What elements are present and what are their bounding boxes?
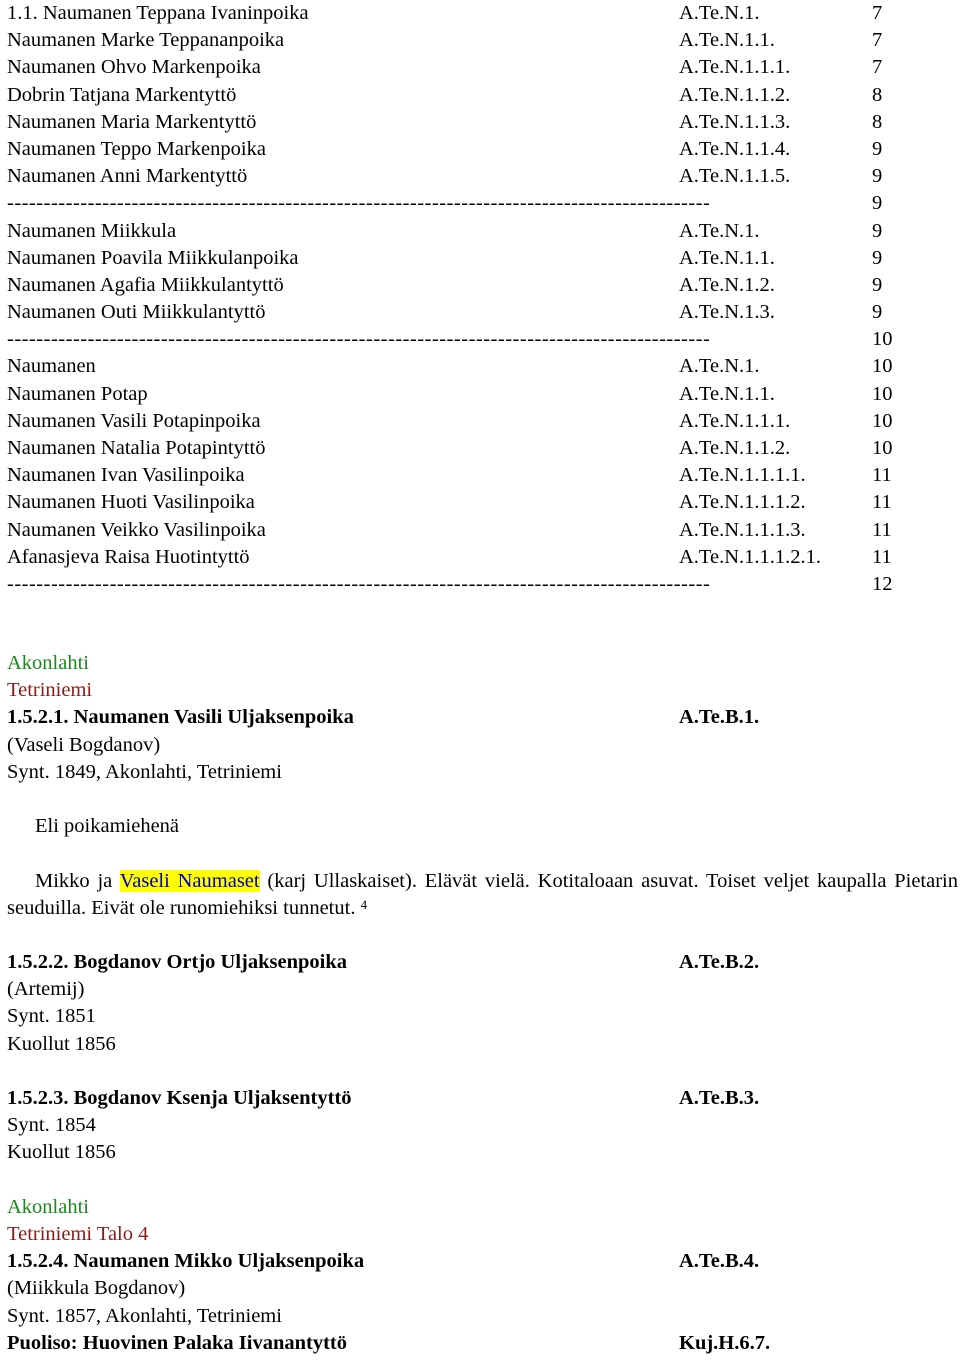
toc-entry-name: Afanasjeva Raisa Huotintyttö xyxy=(7,545,250,568)
toc-page-number: 12 xyxy=(872,572,893,595)
toc-row xyxy=(7,353,960,380)
toc-row xyxy=(7,218,960,245)
toc-page-number: 9 xyxy=(872,273,883,296)
toc-entry-code: A.Te.N.1.1.1. xyxy=(679,56,791,79)
person-name: 1.5.2.2. Bogdanov Ortjo Uljaksenpoika xyxy=(7,951,348,974)
person-birth: Synt. 1857, Akonlahti, Tetriniemi xyxy=(7,1304,282,1327)
toc-page-number: 9 xyxy=(872,192,883,215)
toc-entry-name: Naumanen Ivan Vasilinpoika xyxy=(7,464,245,487)
person-code: A.Te.B.4. xyxy=(679,1250,760,1273)
footnote-ref: 4 xyxy=(360,896,368,912)
toc-entry-name: Naumanen Veikko Vasilinpoika xyxy=(7,518,266,541)
toc-page-number: 7 xyxy=(872,56,883,79)
person-code: A.Te.B.3. xyxy=(679,1087,760,1110)
toc-entry-code: A.Te.N.1.1. xyxy=(679,29,775,52)
toc-entry-name: Naumanen Vasili Potapinpoika xyxy=(7,409,261,432)
toc-entry-name: Naumanen Outi Miikkulantyttö xyxy=(7,301,266,324)
toc-page-number: 10 xyxy=(872,409,893,432)
toc-entry-code: A.Te.N.1.1.2. xyxy=(679,437,791,459)
toc-entry-name: Naumanen Maria Markentyttö xyxy=(7,110,257,133)
person-birth: Synt. 1849, Akonlahti, Tetriniemi xyxy=(7,760,282,783)
person-death: Kuollut 1856 xyxy=(7,1141,116,1164)
spouse-line xyxy=(7,1330,958,1357)
place-village: Akonlahti xyxy=(7,652,89,674)
dash-separator: ------------------------------------------------------------------------------------------------ xyxy=(7,192,711,215)
toc-page-number: 8 xyxy=(872,110,883,133)
table-of-contents xyxy=(7,0,960,598)
toc-row xyxy=(7,54,960,81)
toc-entry-code: A.Te.N.1. xyxy=(679,355,760,378)
toc-row xyxy=(7,489,960,516)
place-settlement: Tetriniemi Talo 4 xyxy=(7,1222,149,1245)
toc-entry-code: A.Te.N.1.1.1.1. xyxy=(679,464,806,487)
toc-row xyxy=(7,163,960,190)
person-heading xyxy=(7,1085,958,1112)
person-name: 1.5.2.1. Naumanen Vasili Uljaksenpoika xyxy=(7,706,354,729)
toc-separator-row xyxy=(7,326,960,353)
toc-row xyxy=(7,245,960,272)
toc-entry-name: Naumanen Huoti Vasilinpoika xyxy=(7,491,255,514)
toc-entry-code: A.Te.N.1.1.2. xyxy=(679,83,791,106)
person-heading xyxy=(7,704,958,731)
toc-entry-code: A.Te.N.1.2. xyxy=(679,273,775,296)
toc-page-number: 9 xyxy=(872,301,883,324)
spouse-code: Kuj.H.6.7. xyxy=(679,1331,771,1354)
toc-page-number: 9 xyxy=(872,246,883,269)
toc-separator-row xyxy=(7,190,960,217)
toc-entry-code: A.Te.N.1.1.1. xyxy=(679,409,791,432)
toc-page-number: 9 xyxy=(872,219,883,242)
place-village: Akonlahti xyxy=(7,1195,89,1218)
person-death: Kuollut 1856 xyxy=(7,1032,116,1055)
toc-row xyxy=(7,136,960,163)
toc-entry-code: A.Te.N.1.1.3. xyxy=(679,110,791,133)
person-code: A.Te.B.1. xyxy=(679,706,760,729)
toc-entry-code: A.Te.N.1.1. xyxy=(679,382,775,405)
toc-page-number: 7 xyxy=(872,2,883,24)
toc-row xyxy=(7,109,960,136)
toc-separator-row xyxy=(7,571,960,598)
person-alias: (Artemij) xyxy=(7,978,85,1001)
toc-entry-code: A.Te.N.1. xyxy=(679,219,760,242)
person-birth: Synt. 1854 xyxy=(7,1114,96,1137)
toc-entry-code: A.Te.N.1. xyxy=(679,2,760,24)
toc-entry-name: Naumanen Anni Markentyttö xyxy=(7,165,248,188)
toc-page-number: 10 xyxy=(872,328,893,351)
toc-entry-name: Dobrin Tatjana Markentyttö xyxy=(7,83,237,106)
toc-entry-name: Naumanen Teppo Markenpoika xyxy=(7,137,266,160)
toc-row xyxy=(7,27,960,54)
toc-entry-code: A.Te.N.1.1.1.2.1. xyxy=(679,545,822,568)
toc-page-number: 11 xyxy=(872,518,892,541)
toc-row xyxy=(7,0,960,27)
person-paragraph: Mikko ja Vaseli Naumaset (karj Ullaskaiset). Elävät vielä. Kotitaloaan asuvat. Toiset veljet kaupalla Pietarin seuduilla. Eivät ole runomiehiksi tunnetut. $^4$ xyxy=(7,869,958,919)
person-alias: (Miikkula Bogdanov) xyxy=(7,1277,186,1300)
person-note: Eli poikamiehenä xyxy=(35,815,180,838)
highlighted-name: Vaseli Naumaset xyxy=(119,869,260,892)
toc-row xyxy=(7,381,960,408)
toc-entry-name: Naumanen Ohvo Markenpoika xyxy=(7,56,261,79)
genealogy-body xyxy=(7,650,958,1357)
person-alias: (Vaseli Bogdanov) xyxy=(7,733,161,756)
toc-page-number: 11 xyxy=(872,491,892,514)
toc-row xyxy=(7,462,960,489)
toc-page-number: 9 xyxy=(872,165,883,188)
person-name: 1.5.2.4. Naumanen Mikko Uljaksenpoika xyxy=(7,1250,365,1273)
person-heading xyxy=(7,1248,958,1275)
toc-entry-name: Naumanen Agafia Miikkulantyttö xyxy=(7,273,284,296)
toc-entry-name: Naumanen Natalia Potapintyttö xyxy=(7,437,266,459)
toc-row xyxy=(7,82,960,109)
toc-row xyxy=(7,272,960,299)
toc-entry-code: A.Te.N.1.1. xyxy=(679,246,775,269)
person-heading xyxy=(7,949,958,976)
dash-separator: ------------------------------------------------------------------------------------------------ xyxy=(7,328,711,351)
person-name: 1.5.2.3. Bogdanov Ksenja Uljaksentyttö xyxy=(7,1087,352,1110)
toc-entry-code: A.Te.N.1.1.1.3. xyxy=(679,518,806,541)
dash-separator: ------------------------------------------------------------------------------------------------ xyxy=(7,572,711,595)
toc-entry-name: Naumanen Marke Teppananpoika xyxy=(7,29,285,52)
toc-page-number: 10 xyxy=(872,382,893,405)
toc-page-number: 8 xyxy=(872,83,883,106)
toc-entry-name: Naumanen xyxy=(7,355,96,378)
toc-entry-name: Naumanen Potap xyxy=(7,382,148,405)
toc-entry-code: A.Te.N.1.1.5. xyxy=(679,165,791,188)
toc-page-number: 11 xyxy=(872,545,892,568)
toc-page-number: 10 xyxy=(872,355,893,378)
toc-page-number: 7 xyxy=(872,29,883,52)
person-birth: Synt. 1851 xyxy=(7,1005,96,1028)
toc-entry-code: A.Te.N.1.1.1.2. xyxy=(679,491,806,514)
person-code: A.Te.B.2. xyxy=(679,951,760,974)
toc-page-number: 9 xyxy=(872,137,883,160)
spouse-name: Puoliso: Huovinen Palaka Iivanantyttö xyxy=(7,1331,348,1354)
toc-entry-name: Naumanen Miikkula xyxy=(7,219,177,242)
place-settlement: Tetriniemi xyxy=(7,679,93,702)
toc-row xyxy=(7,408,960,435)
toc-entry-name: 1.1. Naumanen Teppana Ivaninpoika xyxy=(7,2,309,24)
toc-page-number: 11 xyxy=(872,464,892,487)
toc-entry-code: A.Te.N.1.1.4. xyxy=(679,137,791,160)
toc-entry-code: A.Te.N.1.3. xyxy=(679,301,775,324)
toc-page-number: 10 xyxy=(872,437,893,459)
toc-row xyxy=(7,299,960,326)
toc-row xyxy=(7,544,960,571)
toc-row xyxy=(7,435,960,462)
toc-row xyxy=(7,517,960,544)
toc-entry-name: Naumanen Poavila Miikkulanpoika xyxy=(7,246,299,269)
